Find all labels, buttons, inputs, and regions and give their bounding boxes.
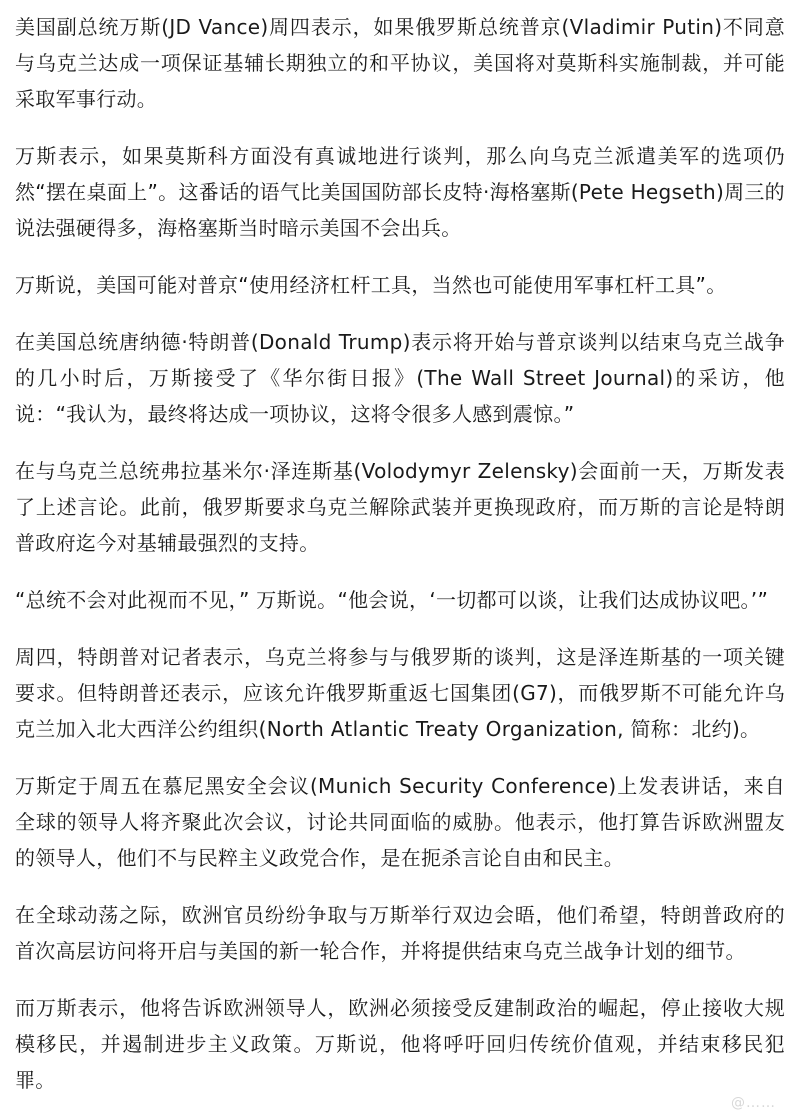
paragraph-3: 万斯说，美国可能对普京“使用经济杠杆工具，当然也可能使用军事杠杆工具”。 <box>15 273 727 297</box>
paragraph-7: 周四，特朗普对记者表示，乌克兰将参与与俄罗斯的谈判，这是泽连斯基的一项关键要求。但特朗普还表示，应该允许俄罗斯重返七国集团(G7)，而俄罗斯不可能允许乌克兰加入北大西洋公约组织(North Atlantic Treaty Organization, 简称：北约)。 <box>15 645 785 741</box>
paragraph-10: 而万斯表示，他将告诉欧洲领导人，欧洲必须接受反建制政治的崛起，停止接收大规模移民，并遏制进步主义政策。万斯说，他将呼吁回归传统价值观，并结束移民犯罪。 <box>15 996 785 1092</box>
paragraph-9: 在全球动荡之际，欧洲官员纷纷争取与万斯举行双边会晤，他们希望，特朗普政府的首次高层访问将开启与美国的新一轮合作，并将提供结束乌克兰战争计划的细节。 <box>15 903 785 963</box>
paragraph-5: 在与乌克兰总统弗拉基米尔·泽连斯基(Volodymyr Zelensky)会面前一天，万斯发表了上述言论。此前，俄罗斯要求乌克兰解除武装并更换现政府，而万斯的言论是特朗普政府迄今对基辅最强烈的支持。 <box>15 459 785 555</box>
paragraph-8: 万斯定于周五在慕尼黑安全会议(Munich Security Conference)上发表讲话，来自全球的领导人将齐聚此次会议，讨论共同面临的威胁。他表示，他打算告诉欧洲盟友的领导人，他们不与民粹主义政党合作，是在扼杀言论自由和民主。 <box>15 774 785 870</box>
paragraph-2: 万斯表示，如果莫斯科方面没有真诚地进行谈判，那么向乌克兰派遣美军的选项仍然“摆在桌面上”。这番话的语气比美国国防部长皮特·海格塞斯(Pete Hegseth)周三的说法强硬得多，海格塞斯当时暗示美国不会出兵。 <box>15 144 785 240</box>
watermark: @…… <box>731 1095 776 1111</box>
paragraph-6: “总统不会对此视而不见，” 万斯说。“他会说，‘一切都可以谈，让我们达成协议吧。’” <box>15 588 769 612</box>
article-body <box>15 9 785 1119</box>
paragraph-1: 美国副总统万斯(JD Vance)周四表示，如果俄罗斯总统普京(Vladimir Putin)不同意与乌克兰达成一项保证基辅长期独立的和平协议，美国将对莫斯科实施制裁，并可能采取军事行动。 <box>15 15 785 111</box>
paragraph-4: 在美国总统唐纳德·特朗普(Donald Trump)表示将开始与普京谈判以结束乌克兰战争的几小时后，万斯接受了《华尔街日报》(The Wall Street Journal)的采访，他说：“我认为，最终将达成一项协议，这将令很多人感到震惊。” <box>15 330 785 426</box>
